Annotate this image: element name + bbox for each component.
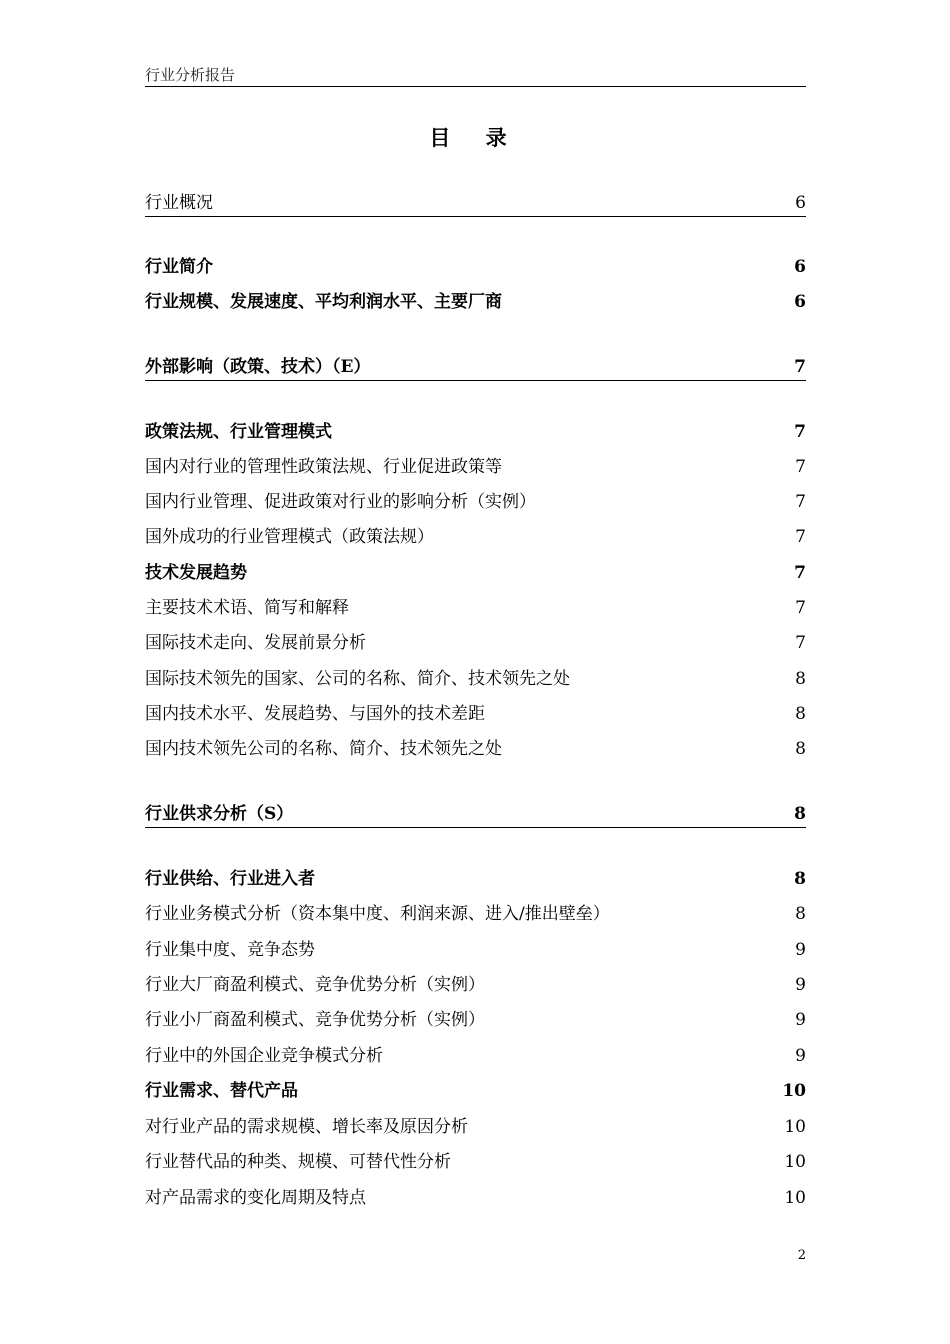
toc-entry-label: 政策法规、行业管理模式 [145, 422, 332, 442]
toc-entry-label: 行业中的外国企业竞争模式分析 [145, 1046, 383, 1066]
toc-entry[interactable] [145, 454, 806, 480]
toc-entry-page: 8 [795, 669, 806, 689]
toc-entry-page: 8 [795, 704, 806, 724]
toc-entry[interactable] [145, 419, 806, 445]
toc-entry-label: 行业业务模式分析（资本集中度、利润来源、进入/推出壁垒） [145, 904, 610, 924]
toc-entry-label: 对行业产品的需求规模、增长率及原因分析 [145, 1117, 468, 1137]
toc-entry-page: 8 [795, 739, 806, 759]
toc-entry[interactable] [145, 666, 806, 692]
toc-entry-label: 行业简介 [145, 257, 213, 277]
toc-entry[interactable] [145, 289, 806, 315]
toc-entry-label: 国外成功的行业管理模式（政策法规） [145, 527, 434, 547]
toc-title: 目 录 [429, 125, 521, 150]
page-number: 2 [797, 1248, 806, 1263]
toc-entry-page: 7 [795, 598, 806, 618]
toc-entry-label: 国内技术水平、发展趋势、与国外的技术差距 [145, 704, 485, 724]
toc-entry[interactable] [145, 937, 806, 963]
toc-entry[interactable] [145, 1007, 806, 1033]
toc-entry[interactable] [145, 901, 806, 927]
toc-entry-page: 10 [784, 1188, 806, 1208]
toc-entry[interactable] [145, 560, 806, 586]
toc-entry[interactable] [145, 1185, 806, 1211]
toc-entry[interactable] [145, 254, 806, 280]
toc-entry-label: 行业大厂商盈利模式、竞争优势分析（实例） [145, 975, 485, 995]
toc-entry-label: 行业供给、行业进入者 [145, 869, 315, 889]
header-title: 行业分析报告 [145, 66, 236, 84]
toc-entry-label: 国际技术领先的国家、公司的名称、简介、技术领先之处 [145, 669, 570, 689]
toc-entry-page: 6 [794, 257, 806, 277]
toc-entry[interactable] [145, 866, 806, 892]
toc-entry[interactable] [145, 524, 806, 550]
toc-entry-page: 7 [795, 492, 806, 512]
toc-entry-page: 10 [782, 1081, 806, 1101]
toc-entry-page: 8 [795, 904, 806, 924]
toc-entry[interactable] [145, 1078, 806, 1104]
toc-entry-page: 10 [784, 1152, 806, 1172]
page-header [145, 64, 806, 87]
toc-entry-page: 9 [795, 1010, 806, 1030]
toc-entry-page: 6 [795, 193, 806, 213]
toc-entry[interactable] [145, 1149, 806, 1175]
toc-entry-page: 8 [794, 804, 806, 824]
toc-entry[interactable] [145, 972, 806, 998]
toc-entry[interactable] [145, 630, 806, 656]
toc-entry-page: 7 [794, 422, 806, 442]
toc-entry-label: 行业概况 [145, 193, 213, 213]
toc-entry[interactable] [145, 190, 806, 217]
toc-entry-page: 10 [784, 1117, 806, 1137]
toc-entry-label: 国内技术领先公司的名称、简介、技术领先之处 [145, 739, 502, 759]
toc-entry-page: 8 [794, 869, 806, 889]
toc-entry-page: 7 [795, 527, 806, 547]
toc-entry[interactable] [145, 1114, 806, 1140]
toc-entry-page: 7 [794, 357, 806, 377]
toc-entry[interactable] [145, 801, 806, 828]
toc-entry-label: 外部影响（政策、技术）（E） [145, 357, 371, 377]
toc-entry-label: 行业供求分析（S） [145, 804, 294, 824]
toc-entry[interactable] [145, 701, 806, 727]
toc-entry-page: 9 [795, 1046, 806, 1066]
toc-entry-label: 行业规模、发展速度、平均利润水平、主要厂商 [145, 292, 502, 312]
toc-entry-label: 对产品需求的变化周期及特点 [145, 1188, 366, 1208]
toc-entry-label: 国内对行业的管理性政策法规、行业促进政策等 [145, 457, 502, 477]
toc-entry[interactable] [145, 736, 806, 762]
toc-entry-label: 技术发展趋势 [145, 563, 247, 583]
toc-entry-label: 行业替代品的种类、规模、可替代性分析 [145, 1152, 451, 1172]
toc-entry-label: 主要技术术语、简写和解释 [145, 598, 349, 618]
toc-entry[interactable] [145, 595, 806, 621]
toc-entry-page: 7 [795, 633, 806, 653]
toc-entry-page: 7 [795, 457, 806, 477]
toc-entry[interactable] [145, 354, 806, 381]
toc-entry-label: 国际技术走向、发展前景分析 [145, 633, 366, 653]
toc-entry-label: 行业小厂商盈利模式、竞争优势分析（实例） [145, 1010, 485, 1030]
toc-entry-label: 行业需求、替代产品 [145, 1081, 298, 1101]
toc-entry-page: 9 [795, 975, 806, 995]
toc-entry-page: 7 [794, 563, 806, 583]
toc-entry-page: 9 [795, 940, 806, 960]
toc-entry-label: 国内行业管理、促进政策对行业的影响分析（实例） [145, 492, 536, 512]
toc-entry[interactable] [145, 1043, 806, 1069]
toc-entry-label: 行业集中度、竞争态势 [145, 940, 315, 960]
toc-entry[interactable] [145, 489, 806, 515]
toc-entry-page: 6 [794, 292, 806, 312]
